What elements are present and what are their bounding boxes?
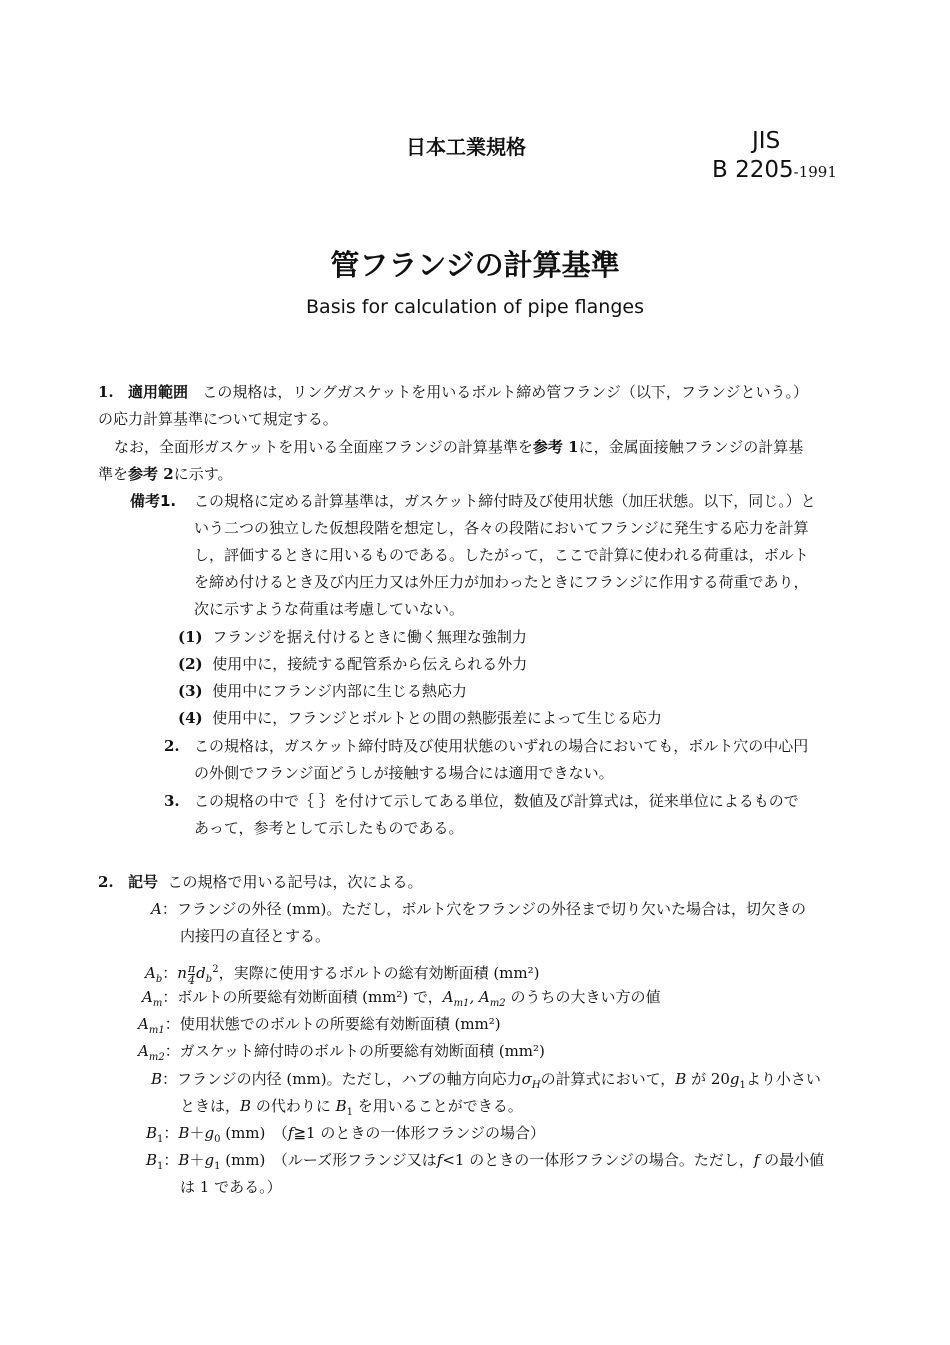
ref-symbol: f (753, 1151, 760, 1169)
section2-heading: 記号 (127, 873, 158, 891)
symbol-desc: ときは， (180, 1097, 241, 1115)
ref-symbol: g (729, 1070, 740, 1088)
symbol-Ab (145, 960, 540, 990)
item-text: フランジを据え付けるときに働く無理な強制力 (212, 628, 527, 646)
fraction-numerator: π (187, 961, 196, 975)
section1-number: 1. (98, 383, 114, 401)
symbol: B (146, 1151, 158, 1169)
symbol-desc: より小さい (745, 1070, 821, 1088)
symbol-desc: ：フランジの外径 (mm)。ただし，ボルト穴をフランジの外径まで切り欠いた場合は，切欠きの (161, 900, 807, 918)
page-subtitle: Basis for calculation of pipe flanges (306, 296, 644, 318)
section1-p2-line1 (114, 437, 803, 457)
ref-subscript: m2 (489, 998, 506, 1009)
symbol-desc: <1 のときの一体形フランジの場合。ただし， (442, 1151, 754, 1169)
jis-number (712, 157, 837, 183)
symbol-subscript: 1 (157, 1134, 164, 1145)
remark1-line4: を締め付けるとき及び内圧力又は外圧力が加わったときにフランジに作用する荷重であり， (194, 573, 809, 591)
item-number: (4) (178, 709, 203, 727)
section1-line1 (98, 382, 808, 402)
ref-symbol: B (675, 1070, 687, 1088)
symbol-desc: ：フランジの内径 (mm)。ただし，ハブの軸方向応力 (162, 1070, 522, 1088)
symbol-desc: の最小値 (759, 1151, 825, 1169)
ref-symbol: B (335, 1097, 347, 1115)
item-number: (3) (178, 682, 203, 700)
colon: ： (163, 1124, 179, 1142)
fraction-denominator: 4 (188, 973, 196, 987)
item-text: 使用中に，接続する配管系から伝えられる外力 (212, 655, 528, 673)
symbol-B-line2 (180, 1096, 523, 1123)
colon: ： (163, 1151, 179, 1169)
jis-label: JIS (752, 128, 781, 154)
symbol-desc: ，実際に使用するボルトの総有効断面積 (mm²) (218, 964, 540, 982)
ref-symbol: , A (469, 988, 490, 1006)
p2-text-b: に，金属面接触フランジの計算基 (578, 438, 804, 456)
symbol-subscript: m1 (148, 1025, 165, 1036)
section1-heading: 適用範囲 (127, 383, 188, 401)
symbol-desc: を用いることができる。 (353, 1097, 523, 1115)
symbol-desc: (mm) （ (220, 1124, 288, 1142)
remark1-line5: 次に示すような荷重は考慮していない。 (194, 600, 465, 618)
plus: ＋ (189, 1151, 205, 1169)
symbol: B (146, 1124, 158, 1142)
jis-year: -1991 (793, 163, 837, 181)
ref-symbol: B (178, 1151, 190, 1169)
ref-symbol: f (436, 1151, 443, 1169)
symbol-desc: ：ガスケット締付時のボルトの所要総有効断面積 (mm²) (164, 1042, 545, 1060)
formula-square: 2 (212, 964, 219, 975)
p2-text-c: 準を (98, 465, 129, 483)
item-text: 使用中にフランジ内部に生じる熱応力 (212, 682, 467, 700)
page-title: 管フランジの計算基準 (330, 248, 620, 282)
ref-symbol: A (442, 988, 454, 1006)
remark3-line1: この規格の中で｛ ｝を付けて示してある単位，数値及び計算式は，従来単位によるもので (194, 792, 799, 810)
remark2-line2: の外側でフランジ面どうしが接触する場合には適用できない。 (194, 764, 614, 782)
remark2-number: 2. (164, 737, 180, 755)
symbol-Am2 (138, 1041, 545, 1068)
ref-subscript: 0 (214, 1134, 221, 1145)
section1-line2: の応力計算基準について規定する。 (98, 410, 338, 428)
symbol-subscript: m2 (148, 1052, 165, 1063)
formula-d: d (196, 964, 206, 982)
item-number: (2) (178, 655, 203, 673)
symbol-Am1 (138, 1014, 501, 1041)
reference-1: 参考 1 (532, 438, 579, 456)
remark3-line2: あって，参考として示したものである。 (194, 819, 464, 837)
symbol-desc: の代わりに (251, 1097, 336, 1115)
symbol: A (138, 1015, 149, 1033)
symbol-Am (142, 987, 660, 1014)
remark3-number: 3. (164, 792, 180, 810)
formula-fraction (188, 963, 195, 986)
remark2-line1: この規格は，ガスケット締付時及び使用状態のいずれの場合においても，ボルト穴の中心円 (194, 737, 809, 755)
remark1-line3: し，評価するときに用いるものである。したがって，ここで計算に使われる荷重は，ボルト (194, 546, 809, 564)
remarks-label: 備考1. (130, 492, 177, 510)
symbol: A (151, 900, 162, 918)
item-number: (1) (178, 628, 203, 646)
sigma-symbol: σ (521, 1070, 532, 1088)
section2-number: 2. (98, 873, 114, 891)
p2-text-a: なお，全面形ガスケットを用いる全面座フランジの計算基準を (114, 438, 533, 456)
symbol-desc: ：ボルトの所要総有効断面積 (mm²) で， (162, 988, 443, 1006)
remark1-line2: いう二つの独立した仮想段階を想定し，各々の段階においてフランジに発生する応力を計算 (194, 519, 809, 537)
symbol-subscript: m (152, 998, 163, 1009)
symbol-desc-tail: のうちの大きい方の値 (505, 988, 661, 1006)
formula-n: n (177, 964, 187, 982)
section1-p2-line2 (98, 464, 233, 484)
symbol-A-line2: 内接円の直径とする。 (180, 927, 331, 945)
symbol: A (138, 1042, 149, 1060)
colon: ： (162, 964, 178, 982)
remark1-line1: この規格に定める計算基準は，ガスケット締付時及び使用状態（加圧状態。以下，同じ。）と (194, 492, 816, 510)
section2-intro: この規格で用いる記号は，次による。 (167, 873, 423, 891)
symbol: B (151, 1070, 163, 1088)
sigma-subscript: H (531, 1080, 541, 1091)
symbol: A (145, 964, 156, 982)
symbol: A (142, 988, 153, 1006)
ref-symbol: B (178, 1124, 190, 1142)
item-text: 使用中に，フランジとボルトとの間の熱膨張差によって生じる応力 (212, 709, 662, 727)
list-item (178, 708, 662, 728)
symbol-B1-line2: は 1 である。） (180, 1178, 282, 1196)
ref-subscript: 1 (214, 1161, 221, 1172)
reference-2: 参考 2 (128, 465, 174, 483)
symbol-desc: ≧1 のときの一体形フランジの場合） (293, 1124, 545, 1142)
list-item (178, 681, 467, 701)
section1-text: この規格は，リングガスケットを用いるボルト締め管フランジ（以下，フランジという。） (202, 383, 809, 401)
p2-text-d: に示す。 (173, 465, 233, 483)
ref-symbol: f (287, 1124, 294, 1142)
symbol-desc: の計算式において， (540, 1070, 676, 1088)
formula-d-subscript: b (205, 974, 213, 985)
symbol-subscript: 1 (157, 1161, 164, 1172)
symbol-B (151, 1069, 821, 1096)
symbol-subscript: b (155, 974, 163, 985)
list-item (178, 654, 527, 674)
symbol-B1-loose (146, 1150, 824, 1177)
symbol-desc: が 20 (686, 1070, 730, 1088)
plus: ＋ (189, 1124, 205, 1142)
ref-symbol: g (204, 1151, 215, 1169)
ref-subscript: 1 (739, 1080, 746, 1091)
ref-subscript: 1 (346, 1107, 353, 1118)
symbol-desc: ：使用状態でのボルトの所要総有効断面積 (mm²) (164, 1015, 501, 1033)
ref-subscript: m1 (453, 998, 470, 1009)
symbol-A (151, 899, 806, 919)
jis-number-value: B 2205 (712, 157, 794, 183)
ref-symbol: B (240, 1097, 252, 1115)
standard-name-jp: 日本工業規格 (406, 135, 526, 159)
symbol-B1-integral (146, 1123, 545, 1150)
section2-line1 (98, 872, 423, 892)
list-item (178, 627, 527, 647)
ref-symbol: g (204, 1124, 215, 1142)
symbol-desc: (mm) （ルーズ形フランジ又は (220, 1151, 437, 1169)
